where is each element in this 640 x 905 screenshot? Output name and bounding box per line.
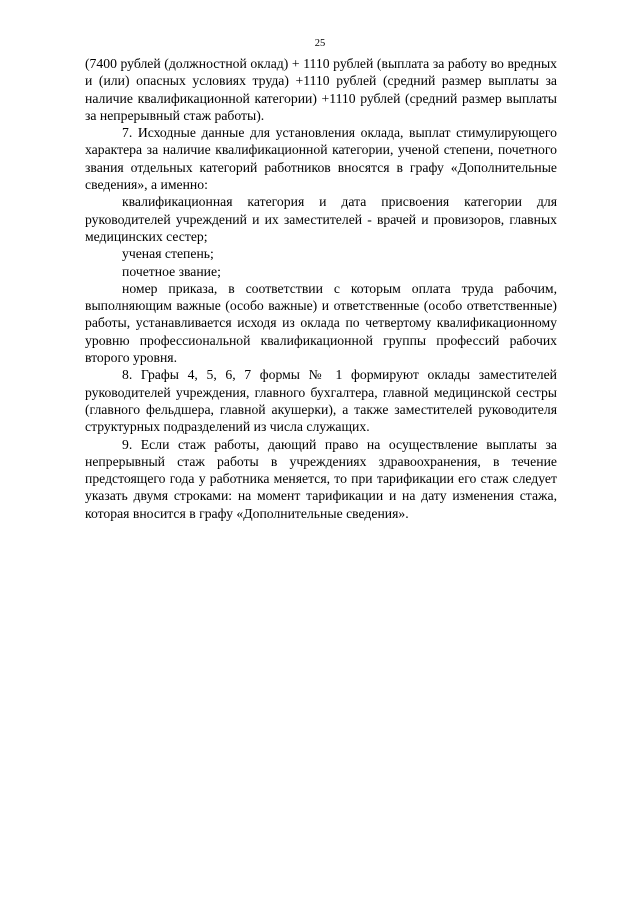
paragraph-7-item-title: почетное звание; [122,263,221,279]
page-number: 25 [314,38,326,49]
document-body [85,55,557,522]
paragraph-8: 8. Графы 4, 5, 6, 7 формы № 1 формируют оклады заместителей руководителей учреждения, главного бухгалтера, главной медицинской сестры (главного фельдшера, главной акушерки), а также заместителей руководителя структурных подразделений из числа служащих. [85,367,557,435]
paragraph-7: 7. Исходные данные для установления оклада, выплат стимулирующего характера за наличие квалификационной категории, ученой степени, почетного звания отдельных категорий работников вносятся в графу «Дополнительные сведения», а именно: [85,125,557,193]
paragraph-7-item-category: квалификационная категория и дата присвоения категории для руководителей учреждений и их заместителей - врачей и провизоров, главных медицинских сестер; [85,194,557,244]
paragraph-7-item-degree: ученая степень; [122,246,214,262]
paragraph-9: 9. Если стаж работы, дающий право на осуществление выплаты за непрерывный стаж работы в учреждениях здравоохранения, в течение предстоящего года у работника меняется, то при тарификации его стаж следует указать двумя строками: на момент тарификации и на дату изменения стажа, которая вносится в графу «Дополнительные сведения». [85,436,557,521]
paragraph-7-item-order: номер приказа, в соответствии с которым оплата труда рабочим, выполняющим важные (особо важные) и ответственные (особо ответственные) работы, устанавливается исходя из оклада по четвертому квалификационному уровню профессиональной квалификационной группы профессий рабочих второго уровня. [85,280,557,366]
paragraph-salary-continuation: (7400 рублей (должностной оклад) + 1110 рублей (выплата за работу во вредных и (или) опасных условиях труда) +1110 рублей (средний размер выплаты за наличие квалификационной категории) +1110 рублей (средний размер выплаты за непрерывный стаж работы). [85,56,557,123]
